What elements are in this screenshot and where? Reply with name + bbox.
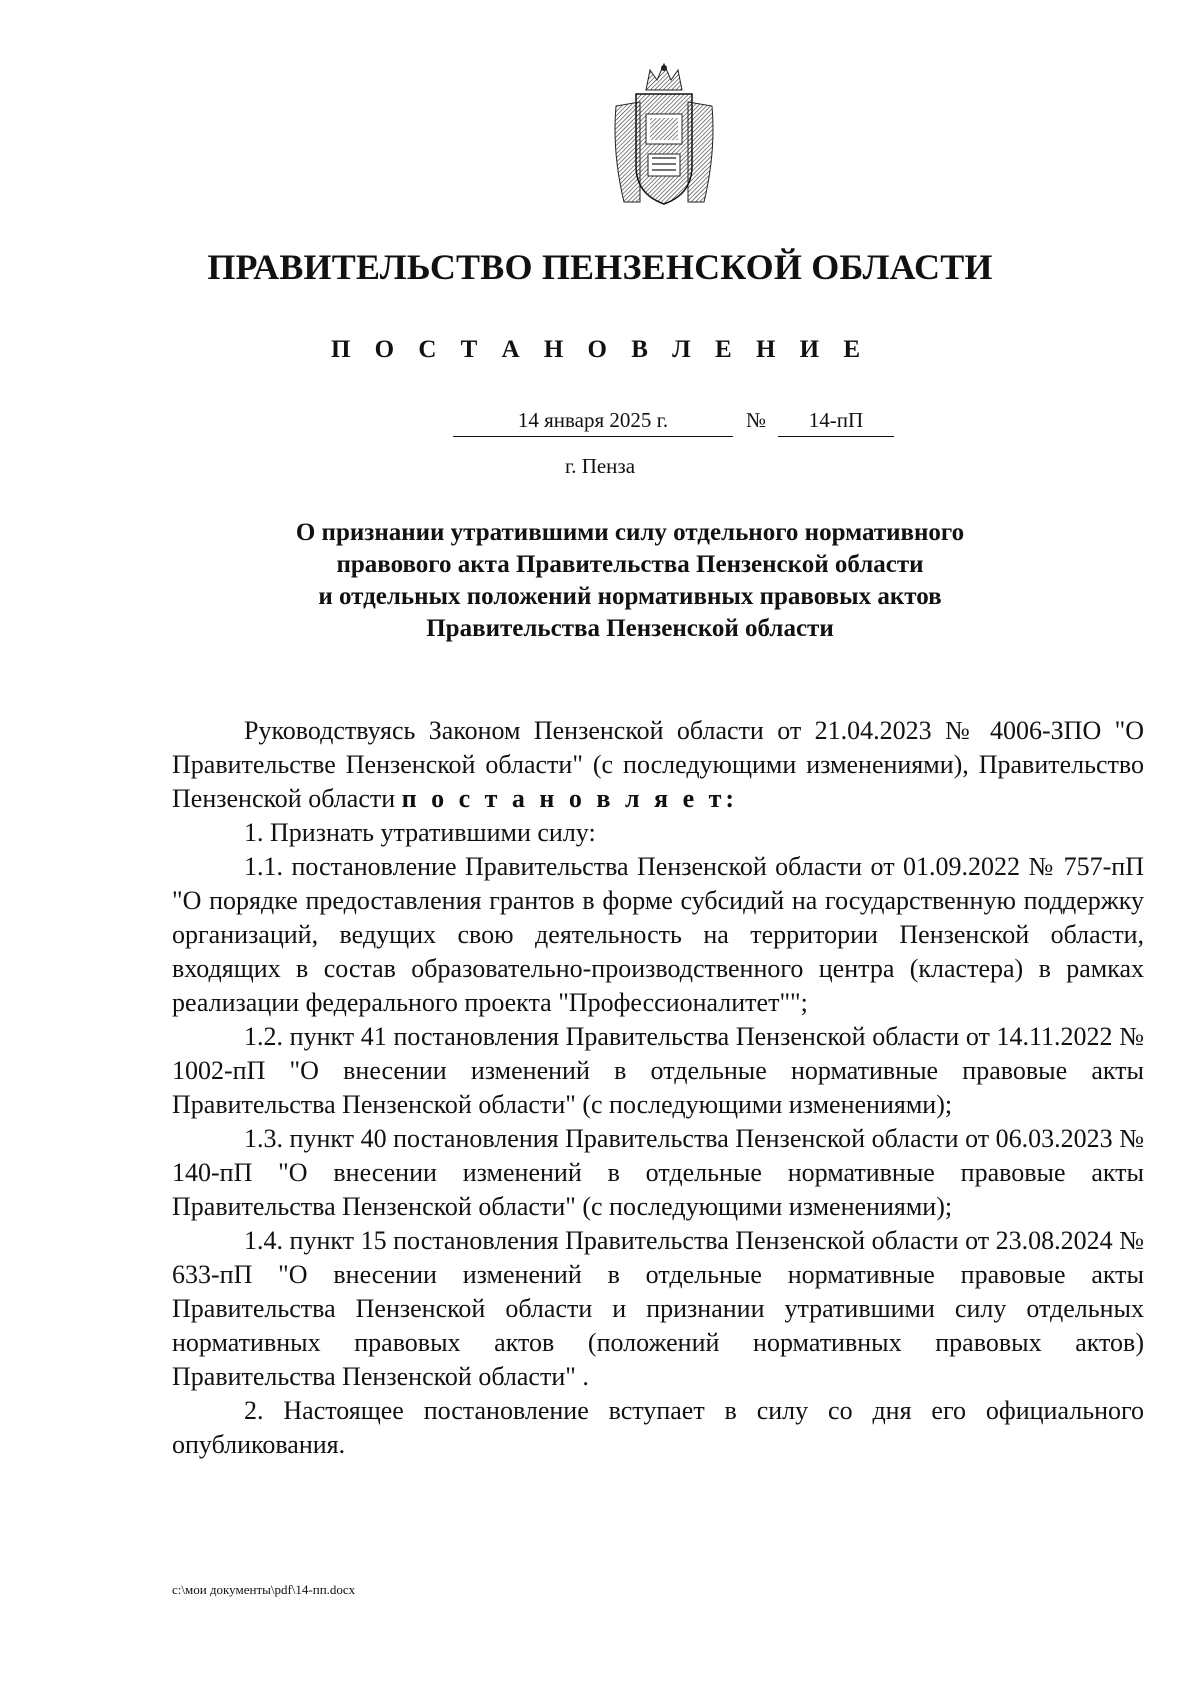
paragraph-1-1: 1.1. постановление Правительства Пензенской области от 01.09.2022 № 757-пП "О порядке предоставления грантов в форме субсидий на государственную поддержку организаций, ведущих свою деятельность на территории Пензенской области, входящих в состав образовательно-производственного центра (кластера) в рамках реализации федерального проекта "Профессионалитет""; [172, 852, 1144, 1017]
preamble-text: Руководствуясь Законом Пензенской области от 21.04.2023 № 4006-ЗПО "О Правительстве Пензенской области" (с последующими изменениями), Правительство Пензенской области [172, 716, 1144, 813]
document-title [250, 517, 1010, 645]
title-line: и отдельных положений нормативных правовых актов [318, 583, 942, 610]
document-number: 14-пП [778, 408, 894, 437]
paragraph-1-4: 1.4. пункт 15 постановления Правительства Пензенской области от 23.08.2024 № 633-пП "О внесении изменений в отдельные нормативные правовые акты Правительства Пензенской области и признании утратившими силу отдельных нормативных правовых актов (положений нормативных правовых актов) Правительства Пензенской области" . [172, 1226, 1144, 1391]
file-path-footer: c:\мои документы\pdf\14-пп.docx [172, 1582, 356, 1597]
paragraph-1-2: 1.2. пункт 41 постановления Правительства Пензенской области от 14.11.2022 № 1002-пП "О внесении изменений в отдельные нормативные правовые акты Правительства Пензенской области" (с последующими изменениями); [172, 1022, 1144, 1119]
coat-of-arms-icon [610, 62, 718, 212]
paragraph-1-3: 1.3. пункт 40 постановления Правительства Пензенской области от 06.03.2023 № 140-пП "О внесении изменений в отдельные нормативные правовые акты Правительства Пензенской области" (с последующими изменениями); [172, 1124, 1144, 1221]
document-date: 14 января 2025 г. [453, 408, 733, 437]
title-line: Правительства Пензенской области [426, 615, 834, 642]
preamble-paragraph [172, 714, 1144, 816]
document-city: г. Пенза [564, 454, 636, 478]
document-body [172, 714, 1144, 1462]
document-type: П О С Т А Н О В Л Е Н И Е [330, 336, 870, 363]
paragraph-1: 1. Признать утратившими силу: [244, 818, 596, 847]
paragraph-2: 2. Настоящее постановление вступает в силу со дня его официального опубликования. [172, 1396, 1144, 1459]
number-sign: № [746, 408, 767, 432]
organization-name: ПРАВИТЕЛЬСТВО ПЕНЗЕНСКОЙ ОБЛАСТИ [207, 247, 993, 287]
title-line: О признании утратившими силу отдельного нормативного [295, 519, 965, 546]
title-line: правового акта Правительства Пензенской области [336, 551, 924, 578]
preamble-action: п о с т а н о в л я е т: [401, 784, 739, 813]
